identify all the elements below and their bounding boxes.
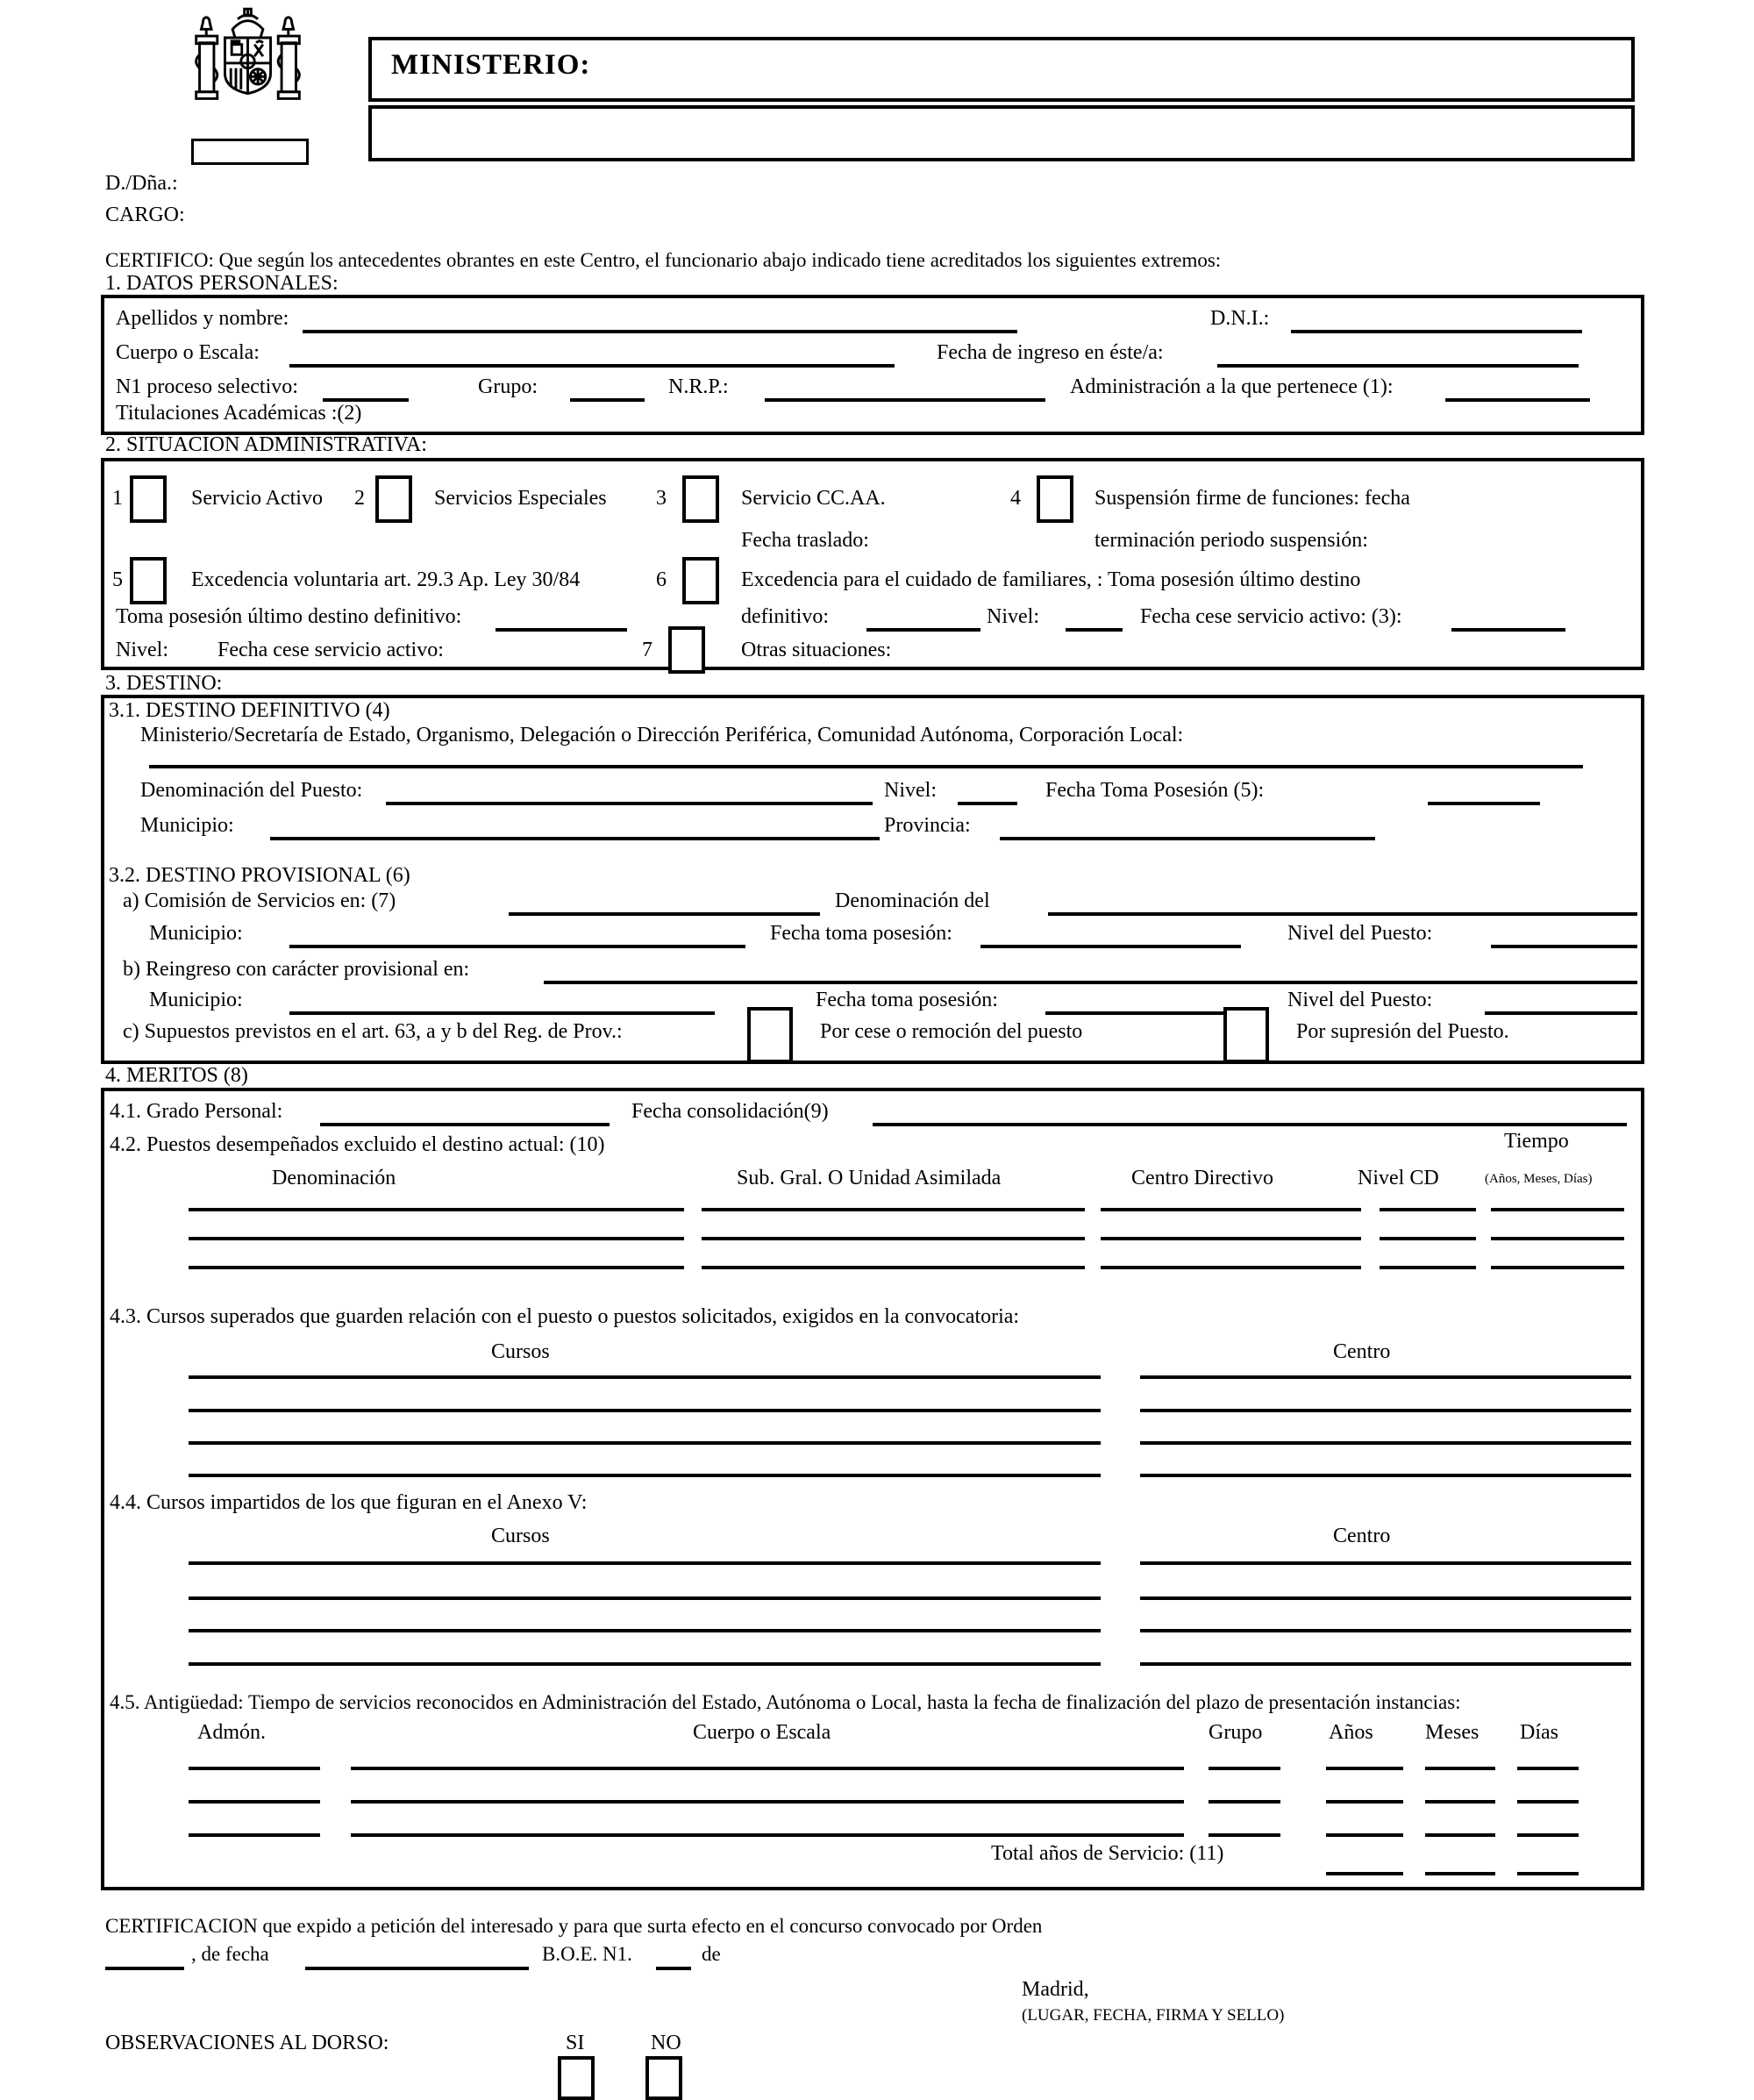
provincia-field-line[interactable]: [1000, 837, 1375, 840]
p43-col-cursos-header: Cursos: [491, 1340, 550, 1363]
checkbox-otras-situaciones[interactable]: [668, 626, 705, 674]
col-subgral-header: Sub. Gral. O Unidad Asimilada: [737, 1167, 1002, 1189]
nivel-puesto-b-label: Nivel del Puesto:: [1287, 989, 1433, 1011]
section1-title: 1. DATOS PERSONALES:: [105, 272, 339, 295]
cursos-superados-label: 4.3. Cursos superados que guarden relación con el puesto o puestos solicitados, exigidos en la convocatoria:: [110, 1305, 1020, 1328]
section4-title: 4. MERITOS (8): [105, 1064, 248, 1087]
p45-row1-dias-line[interactable]: [1517, 1767, 1579, 1770]
nivel-puesto-a-field-line[interactable]: [1491, 945, 1637, 948]
proceso-label: N1 proceso selectivo:: [116, 375, 298, 398]
administracion-label: Administración a la que pertenece (1):: [1070, 375, 1394, 398]
p44-row1-centro-line[interactable]: [1140, 1561, 1631, 1565]
p42-row3-subgral-line[interactable]: [702, 1266, 1085, 1269]
p42-row2-denominacion-line[interactable]: [189, 1237, 684, 1240]
p42-row1-subgral-line[interactable]: [702, 1208, 1085, 1211]
section2-title: 2. SITUACION ADMINISTRATIVA:: [105, 433, 427, 456]
titulaciones-label: Titulaciones Académicas :(2): [116, 402, 362, 425]
grado-personal-field-line[interactable]: [320, 1123, 610, 1126]
tiempo-header: Tiempo: [1504, 1130, 1569, 1153]
p44-row1-curso-line[interactable]: [189, 1561, 1101, 1565]
checkbox-excedencia-cuidado[interactable]: [682, 557, 719, 604]
fecha-toma-b-label: Fecha toma posesión:: [816, 989, 998, 1011]
de-fecha-label: , de fecha: [191, 1943, 269, 1965]
p43-row4-centro-line[interactable]: [1140, 1474, 1631, 1477]
dni-label: D.N.I.:: [1210, 307, 1270, 330]
nivel2-label: Nivel:: [116, 639, 168, 661]
checkbox-servicio-ccaa[interactable]: [682, 475, 719, 523]
col-anos-header: Años: [1329, 1721, 1373, 1744]
definitivo-label: definitivo:: [741, 605, 829, 628]
option4-label: Suspensión firme de funciones: fecha: [1094, 487, 1410, 510]
option3-sub-label: Fecha traslado:: [741, 529, 869, 552]
p42-row3-denominacion-line[interactable]: [189, 1266, 684, 1269]
p45-row1-admon-line[interactable]: [189, 1767, 320, 1770]
fecha-cese3-label: Fecha cese servicio activo: (3):: [1140, 605, 1402, 628]
nivel-field-line-s31[interactable]: [958, 802, 1017, 805]
checkbox-excedencia-voluntaria[interactable]: [130, 557, 167, 604]
provincia-label: Provincia:: [884, 814, 971, 837]
section3-title: 3. DESTINO:: [105, 672, 223, 695]
coat-of-arms-spain-icon: [189, 5, 307, 118]
option5-label: Excedencia voluntaria art. 29.3 Ap. Ley 30/84: [191, 568, 581, 591]
municipio-a-label: Municipio:: [149, 922, 243, 945]
option1-label: Servicio Activo: [191, 487, 323, 510]
option3-number: 3: [656, 487, 667, 510]
p45-row2-dias-line[interactable]: [1517, 1800, 1579, 1804]
total-meses-line[interactable]: [1425, 1872, 1495, 1875]
option6-label: Excedencia para el cuidado de familiares, : Toma posesión último destino: [741, 568, 1361, 591]
p43-row2-curso-line[interactable]: [189, 1409, 1101, 1412]
si-label: SI: [566, 2032, 585, 2054]
p43-row3-centro-line[interactable]: [1140, 1441, 1631, 1445]
organismo-label: Ministerio/Secretaría de Estado, Organismo, Delegación o Dirección Periférica, Comunidad Autónoma, Corporación Local:: [140, 724, 1184, 746]
p43-row3-curso-line[interactable]: [189, 1441, 1101, 1445]
denominacion-del-label: Denominación del: [835, 889, 990, 912]
p42-row2-tiempo-line[interactable]: [1491, 1237, 1624, 1240]
p44-row2-centro-line[interactable]: [1140, 1596, 1631, 1600]
fecha-toma-b-field-line[interactable]: [1045, 1011, 1225, 1015]
grado-personal-label: 4.1. Grado Personal:: [110, 1100, 283, 1123]
nrp-field-line[interactable]: [765, 398, 1045, 402]
p42-row1-centro-line[interactable]: [1101, 1208, 1361, 1211]
p43-row2-centro-line[interactable]: [1140, 1409, 1631, 1412]
p42-row3-nivel-line[interactable]: [1380, 1266, 1476, 1269]
definitivo-field-line[interactable]: [866, 628, 980, 632]
fecha-cese3-field-line[interactable]: [1451, 628, 1565, 632]
nrp-label: N.R.P.:: [668, 375, 729, 398]
denominacion-puesto-label: Denominación del Puesto:: [140, 779, 363, 802]
lugar-fecha-firma-label: (LUGAR, FECHA, FIRMA Y SELLO): [1022, 2006, 1285, 2025]
p42-row2-centro-line[interactable]: [1101, 1237, 1361, 1240]
p44-row4-curso-line[interactable]: [189, 1662, 1101, 1666]
p42-row3-tiempo-line[interactable]: [1491, 1266, 1624, 1269]
total-servicio-label: Total años de Servicio: (11): [991, 1842, 1224, 1865]
boe-label: B.O.E. N1.: [542, 1943, 632, 1965]
dni-field-line[interactable]: [1291, 330, 1582, 333]
checkbox-servicios-especiales[interactable]: [375, 475, 412, 523]
option6-number: 6: [656, 568, 667, 591]
fecha-toma-a-field-line[interactable]: [980, 945, 1241, 948]
checkbox-observaciones-no[interactable]: [645, 2056, 682, 2100]
col-grupo-header: Grupo: [1209, 1721, 1263, 1744]
nivel-puesto-b-field-line[interactable]: [1485, 1011, 1637, 1015]
cuerpo-label: Cuerpo o Escala:: [116, 341, 260, 364]
p45-row2-grupo-line[interactable]: [1209, 1800, 1280, 1804]
apellidos-label: Apellidos y nombre:: [116, 307, 289, 330]
col-nivel-cd-header: Nivel CD: [1358, 1167, 1439, 1189]
por-supresion-label: Por supresión del Puesto.: [1296, 1020, 1509, 1043]
p42-row1-tiempo-line[interactable]: [1491, 1208, 1624, 1211]
col-centro-directivo-header: Centro Directivo: [1131, 1167, 1273, 1189]
municipio-a-field-line[interactable]: [289, 945, 745, 948]
toma-posesion-field-line[interactable]: [496, 628, 627, 632]
p42-row1-nivel-line[interactable]: [1380, 1208, 1476, 1211]
p43-row1-centro-line[interactable]: [1140, 1375, 1631, 1379]
col-cuerpo-escala-header: Cuerpo o Escala: [693, 1721, 831, 1744]
checkbox-observaciones-si[interactable]: [558, 2056, 595, 2100]
p42-row2-subgral-line[interactable]: [702, 1237, 1085, 1240]
grupo-field-line[interactable]: [570, 398, 645, 402]
p42-row3-centro-line[interactable]: [1101, 1266, 1361, 1269]
cargo-label: CARGO:: [105, 204, 185, 226]
orden-field-line[interactable]: [105, 1967, 184, 1970]
option4-sub-label: terminación periodo suspensión:: [1094, 529, 1368, 552]
cuerpo-field-line[interactable]: [289, 364, 895, 368]
p43-row4-curso-line[interactable]: [189, 1474, 1101, 1477]
p45-row3-anos-line[interactable]: [1326, 1833, 1403, 1837]
option4-number: 4: [1010, 487, 1021, 510]
p45-row3-grupo-line[interactable]: [1209, 1833, 1280, 1837]
p45-row3-dias-line[interactable]: [1517, 1833, 1579, 1837]
checkbox-suspension-firme[interactable]: [1037, 475, 1073, 523]
p44-row3-curso-line[interactable]: [189, 1629, 1101, 1632]
denominacion-del-field-line[interactable]: [1048, 912, 1637, 916]
option3-label: Servicio CC.AA.: [741, 487, 886, 510]
organismo-field-line[interactable]: [149, 765, 1583, 768]
p45-row3-meses-line[interactable]: [1425, 1833, 1495, 1837]
observaciones-label: OBSERVACIONES AL DORSO:: [105, 2032, 389, 2054]
nivel-field-line-s2[interactable]: [1066, 628, 1123, 632]
checkbox-por-cese[interactable]: [747, 1007, 793, 1063]
comision-servicios-label: a) Comisión de Servicios en: (7): [123, 889, 396, 912]
fecha-field-line[interactable]: [305, 1967, 529, 1970]
d-dna-label: D./Dña.:: [105, 172, 178, 195]
p42-row2-nivel-line[interactable]: [1380, 1237, 1476, 1240]
p43-col-centro-header: Centro: [1333, 1340, 1391, 1363]
reingreso-field-line[interactable]: [544, 981, 1637, 984]
p44-row3-centro-line[interactable]: [1140, 1629, 1631, 1632]
p45-row3-admon-line[interactable]: [189, 1833, 320, 1837]
s31-title: 3.1. DESTINO DEFINITIVO (4): [109, 699, 390, 722]
col-denominacion-header: Denominación: [272, 1167, 396, 1189]
p45-row1-meses-line[interactable]: [1425, 1767, 1495, 1770]
administracion-field-line[interactable]: [1445, 398, 1590, 402]
p45-row2-meses-line[interactable]: [1425, 1800, 1495, 1804]
denominacion-puesto-field-line[interactable]: [386, 802, 873, 805]
fecha-ingreso-label: Fecha de ingreso en éste/a:: [937, 341, 1164, 364]
toma-posesion-label: Toma posesión último destino definitivo:: [116, 605, 462, 628]
grupo-label: Grupo:: [478, 375, 538, 398]
option2-label: Servicios Especiales: [434, 487, 607, 510]
certificacion-text: CERTIFICACION que expido a petición del interesado y para que surta efecto en el concurso convocado por Orden: [105, 1915, 1043, 1937]
municipio-b-field-line[interactable]: [289, 1011, 715, 1015]
p44-row4-centro-line[interactable]: [1140, 1662, 1631, 1666]
fecha-toma-posesion-field-line[interactable]: [1428, 802, 1540, 805]
municipio-field-line-s31[interactable]: [270, 837, 880, 840]
certifico-text: CERTIFICO: Que según los antecedentes obrantes en este Centro, el funcionario abajo indicado tiene acreditados los siguientes extremos:: [105, 249, 1222, 271]
option1-number: 1: [112, 487, 123, 510]
supuestos-label: c) Supuestos previstos en el art. 63, a y b del Reg. de Prov.:: [123, 1020, 623, 1043]
nivel-label-s31: Nivel:: [884, 779, 937, 802]
p45-row1-grupo-line[interactable]: [1209, 1767, 1280, 1770]
reingreso-label: b) Reingreso con carácter provisional en:: [123, 958, 470, 981]
tiempo-sub-header: (Años, Meses, Días): [1485, 1172, 1593, 1186]
col-dias-header: Días: [1520, 1721, 1558, 1744]
fecha-toma-a-label: Fecha toma posesión:: [770, 922, 952, 945]
s32-title: 3.2. DESTINO PROVISIONAL (6): [109, 864, 410, 887]
col-admon-header: Admón.: [197, 1721, 266, 1744]
no-label: NO: [651, 2032, 681, 2054]
option7-number: 7: [642, 639, 652, 661]
option2-number: 2: [354, 487, 365, 510]
comision-servicios-field-line[interactable]: [509, 912, 820, 916]
madrid-label: Madrid,: [1022, 1978, 1089, 2001]
municipio-label-s31: Municipio:: [140, 814, 234, 837]
total-dias-line[interactable]: [1517, 1872, 1579, 1875]
p43-row1-curso-line[interactable]: [189, 1375, 1101, 1379]
apellidos-field-line[interactable]: [303, 330, 1017, 333]
fecha-consolidacion-field-line[interactable]: [873, 1123, 1627, 1126]
de-label: de: [702, 1943, 721, 1965]
col-meses-header: Meses: [1425, 1721, 1479, 1744]
header-small-box: [191, 139, 309, 165]
option7-label: Otras situaciones:: [741, 639, 892, 661]
fecha-consolidacion-label: Fecha consolidación(9): [631, 1100, 829, 1123]
por-cese-label: Por cese o remoción del puesto: [820, 1020, 1083, 1043]
checkbox-servicio-activo[interactable]: [130, 475, 167, 523]
p45-row1-anos-line[interactable]: [1326, 1767, 1403, 1770]
total-anos-line[interactable]: [1326, 1872, 1403, 1875]
p45-row3-cuerpo-line[interactable]: [351, 1833, 1184, 1837]
antiguedad-label: 4.5. Antigüedad: Tiempo de servicios reconocidos en Administración del Estado, Autónoma o Local, hasta la fecha de finalización del plazo de presentación instancias:: [110, 1691, 1461, 1713]
p45-row1-cuerpo-line[interactable]: [351, 1767, 1184, 1770]
ministerio-value-box[interactable]: [368, 105, 1635, 161]
checkbox-por-supresion[interactable]: [1223, 1007, 1269, 1063]
puestos-desempenados-label: 4.2. Puestos desempeñados excluido el destino actual: (10): [110, 1133, 605, 1156]
municipio-b-label: Municipio:: [149, 989, 243, 1011]
nivel-puesto-a-label: Nivel del Puesto:: [1287, 922, 1433, 945]
fecha-ingreso-field-line[interactable]: [1217, 364, 1579, 368]
p45-row2-admon-line[interactable]: [189, 1800, 320, 1804]
option5-number: 5: [112, 568, 123, 591]
p45-row2-cuerpo-line[interactable]: [351, 1800, 1184, 1804]
p45-row2-anos-line[interactable]: [1326, 1800, 1403, 1804]
p44-col-centro-header: Centro: [1333, 1525, 1391, 1547]
nivel-label-s2: Nivel:: [987, 605, 1039, 628]
p44-col-cursos-header: Cursos: [491, 1525, 550, 1547]
p42-row1-denominacion-line[interactable]: [189, 1208, 684, 1211]
boe-num-field-line[interactable]: [656, 1967, 691, 1970]
p44-row2-curso-line[interactable]: [189, 1596, 1101, 1600]
fecha-cese-label: Fecha cese servicio activo:: [217, 639, 444, 661]
ministerio-label: MINISTERIO:: [391, 49, 591, 81]
fecha-toma-posesion-label: Fecha Toma Posesión (5):: [1045, 779, 1265, 802]
cursos-impartidos-label: 4.4. Cursos impartidos de los que figuran en el Anexo V:: [110, 1491, 588, 1514]
